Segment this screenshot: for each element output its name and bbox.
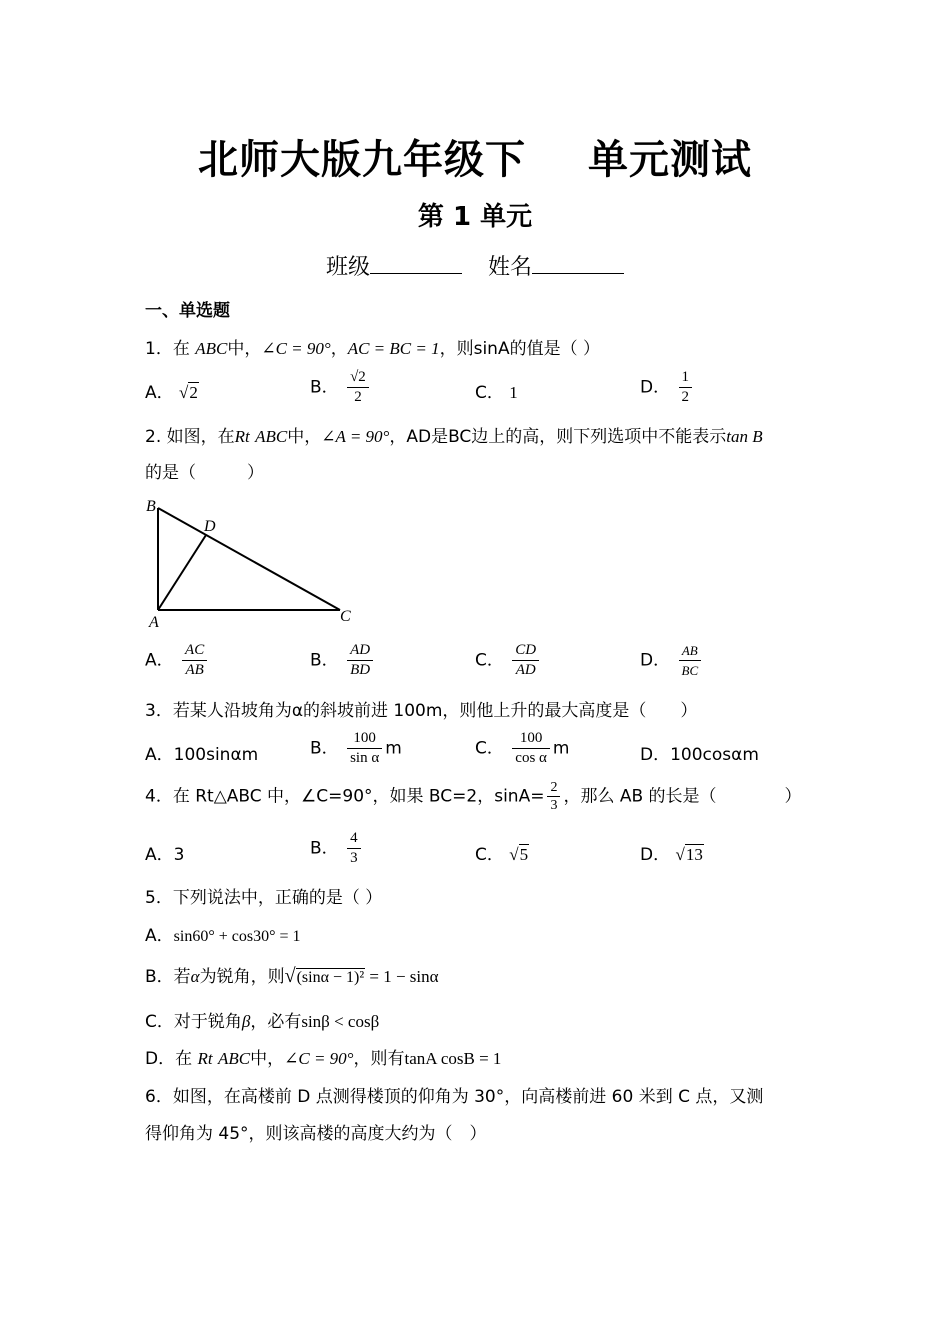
- q3-b-fraction: $\frac{100}{\text{sin α}}$: [347, 729, 382, 768]
- class-blank: [370, 255, 462, 274]
- q2-d-label: D．: [640, 650, 671, 671]
- q2-option-a[interactable]: [145, 641, 210, 680]
- label-b: B: [146, 498, 156, 515]
- q3-a-label: A．: [145, 745, 174, 765]
- q2-a-fraction: $\frac{AC}{AB}$: [182, 641, 207, 680]
- q4-c-value: √5: [509, 845, 529, 864]
- question-4: [145, 779, 802, 814]
- q4-option-d[interactable]: [640, 840, 704, 865]
- q2-option-d[interactable]: [640, 641, 704, 680]
- q3-d-label: D．: [640, 745, 671, 765]
- q1-a-value: √2: [179, 383, 198, 402]
- q3-option-b[interactable]: [310, 729, 402, 768]
- q2-text-c: ，AD是BC边上的高，则下列选项中不能表示: [389, 427, 727, 447]
- altitude-ad: [158, 535, 206, 610]
- q4-text-b: ，那么 AB 的长是（ ）: [563, 786, 802, 807]
- q1-option-d[interactable]: [640, 368, 695, 407]
- q2-line2: 的是（ ）: [145, 463, 264, 483]
- q4-option-c[interactable]: [475, 840, 529, 865]
- side-bc: [158, 508, 340, 610]
- q4-d-value: √13: [675, 845, 703, 864]
- page-subtitle: 第 1 单元: [417, 202, 533, 232]
- q1-triangle: ABC: [195, 339, 228, 358]
- title-part2: 单元测试: [588, 137, 752, 183]
- label-a: A: [149, 614, 159, 631]
- q1-sep: ，: [330, 339, 348, 359]
- q5-d-rt: Rt: [197, 1049, 213, 1068]
- q1-b-fraction: $\frac{√2}{2}$: [347, 368, 369, 407]
- label-c: C: [340, 608, 351, 625]
- q3-a-value: 100sinαm: [173, 745, 259, 765]
- q2-triangle-figure: [140, 494, 370, 632]
- q5-c-expr: sinβ < cosβ: [301, 1012, 380, 1031]
- q2-b-fraction: $\frac{AD}{BD}$: [347, 641, 373, 680]
- q5-option-d[interactable]: [145, 1044, 501, 1069]
- q5-b-radical: √(sinα − 1)²: [284, 965, 365, 987]
- q1-num: 1．在: [145, 339, 190, 359]
- q5-d-cond: ∠C = 90°: [284, 1049, 354, 1068]
- q5-c-mid: ，必有: [250, 1012, 302, 1032]
- q2-tri: ABC: [255, 427, 288, 446]
- q3-option-a[interactable]: [145, 740, 258, 765]
- q1-d-label: D．: [640, 377, 671, 398]
- question-5: 5．下列说法中，正确的是（ ）: [145, 888, 383, 908]
- q2-cond: ∠A = 90°: [321, 427, 390, 446]
- q2-tan: tan B: [726, 427, 763, 446]
- q2-option-c[interactable]: [475, 641, 542, 680]
- q1-tail: ，则sinA的值是（ ）: [439, 339, 600, 359]
- q1-c-label: C．: [475, 383, 504, 403]
- q1-option-b[interactable]: [310, 368, 372, 407]
- student-info-line: [0, 250, 950, 281]
- name-blank: [532, 255, 624, 274]
- q4-b-fraction: $\frac{4}{3}$: [347, 829, 361, 868]
- q2-text-b: 中，: [287, 427, 322, 447]
- q2-text-a: 2. 如图，在: [145, 427, 235, 447]
- q1-c-value: 1: [509, 383, 518, 402]
- q4-a-value: 3: [173, 845, 185, 865]
- q5-option-c[interactable]: [145, 1007, 379, 1032]
- q4-a-label: A．: [145, 845, 174, 865]
- q5-b-eq: = 1 − sinα: [365, 967, 439, 986]
- q1-a-label: A．: [145, 383, 174, 403]
- q5-d-label: D．在: [145, 1049, 193, 1069]
- question-6-line1: 6．如图，在高楼前 D 点测得楼顶的仰角为 30°，向高楼前进 60 米到 C 点，又测: [145, 1087, 764, 1107]
- q3-c-label: C．: [475, 738, 504, 759]
- section-heading: 一、单选题: [145, 301, 230, 321]
- q5-d-expr: tanA cosB = 1: [404, 1049, 502, 1068]
- q5-b-label: B．若: [145, 967, 191, 987]
- q4-text-a: 4．在 Rt△ABC 中，∠C=90°，如果 BC=2，sinA=: [145, 786, 545, 807]
- question-3: 3．若某人沿坡角为α的斜坡前进 100m，则他上升的最大高度是（ ）: [145, 701, 698, 721]
- q3-b-unit: m: [385, 738, 402, 759]
- q1-option-a[interactable]: [145, 378, 199, 403]
- question-1: [145, 334, 600, 359]
- q3-b-label: B．: [310, 738, 339, 759]
- title-part1: 北师大版九年级下: [198, 137, 526, 183]
- q2-c-label: C．: [475, 650, 504, 671]
- q1-b-label: B．: [310, 377, 339, 398]
- q5-c-beta: β: [241, 1012, 251, 1031]
- q3-c-fraction: $\frac{100}{\text{cos α}}$: [512, 729, 550, 768]
- q4-d-label: D．: [640, 845, 671, 865]
- q5-b-alpha: α: [190, 967, 200, 986]
- class-label: 班级: [325, 255, 370, 280]
- q5-d-tri: ABC: [218, 1049, 251, 1068]
- q5-b-mid: 为锐角，则: [199, 967, 285, 987]
- q5-d-mid2: ，则有: [353, 1049, 405, 1069]
- question-2: [145, 422, 763, 447]
- q1-cond1: ∠C = 90°: [261, 339, 331, 358]
- q3-d-value: 100cosαm: [670, 745, 759, 765]
- q3-option-c[interactable]: [475, 729, 569, 768]
- q1-option-c[interactable]: [475, 378, 518, 403]
- q5-d-mid: 中，: [250, 1049, 285, 1069]
- q4-fraction: $\frac{2}{3}$: [547, 779, 560, 814]
- q2-option-b[interactable]: [310, 641, 376, 680]
- q5-option-a[interactable]: [145, 921, 300, 946]
- q5-a-label: A．: [145, 926, 174, 946]
- q4-b-label: B．: [310, 838, 339, 859]
- q5-option-b[interactable]: [145, 962, 439, 988]
- q2-d-fraction: $\frac{AB}{BC}$: [679, 641, 702, 680]
- q2-c-fraction: $\frac{CD}{AD}$: [512, 641, 539, 680]
- q4-c-label: C．: [475, 845, 504, 865]
- q3-c-unit: m: [552, 738, 570, 759]
- q4-option-a[interactable]: [145, 840, 184, 865]
- q2-b-label: B．: [310, 650, 339, 671]
- q2-rt: Rt: [234, 427, 250, 446]
- q4-option-b[interactable]: [310, 829, 364, 868]
- q5-a-expr: sin60° + cos30° = 1: [173, 928, 301, 945]
- name-label: 姓名: [488, 255, 533, 280]
- label-d: D: [204, 518, 216, 535]
- q1-mid: 中，: [227, 339, 262, 359]
- q2-a-label: A．: [145, 650, 174, 671]
- q5-c-label: C．对于锐角: [145, 1012, 242, 1032]
- q3-option-d[interactable]: [640, 740, 759, 765]
- q1-d-fraction: $\frac{1}{2}$: [679, 368, 693, 407]
- page-title: [0, 128, 950, 185]
- q1-cond2: AC = BC = 1: [347, 339, 440, 358]
- question-6-line2: 得仰角为 45°，则该高楼的高度大约为（ ）: [145, 1124, 487, 1144]
